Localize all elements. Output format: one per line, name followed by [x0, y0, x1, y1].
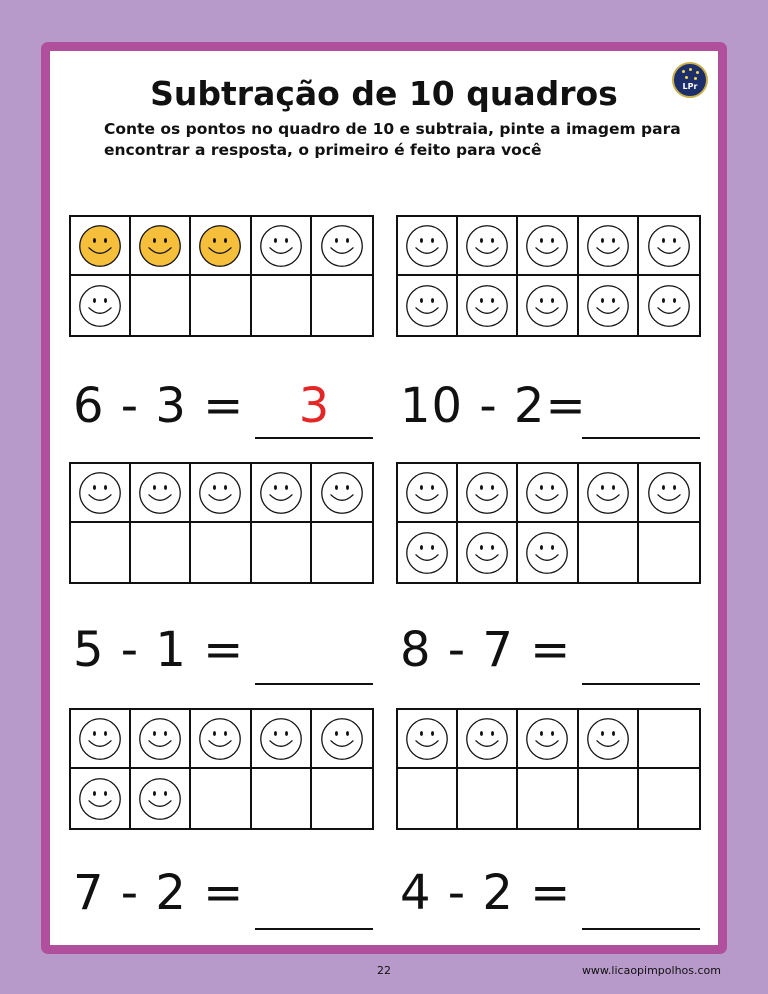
frame-cell	[252, 710, 312, 769]
frame-cell	[252, 217, 312, 276]
frame-cell	[639, 464, 699, 523]
smiley-face-icon[interactable]	[258, 716, 304, 762]
frame-cell	[252, 523, 312, 582]
smiley-face-icon[interactable]	[319, 223, 365, 269]
answer-text: 3	[298, 378, 330, 434]
smiley-face-icon[interactable]	[646, 470, 692, 516]
smiley-face-icon[interactable]	[585, 223, 631, 269]
frame-cell	[312, 464, 372, 523]
frame-cell	[191, 523, 251, 582]
answer-line[interactable]	[582, 928, 700, 930]
frame-cell	[71, 217, 131, 276]
frame-cell	[398, 276, 458, 335]
frame-cell	[131, 523, 191, 582]
frame-cell	[579, 523, 639, 582]
smiley-face-icon[interactable]	[197, 470, 243, 516]
smiley-face-icon[interactable]	[137, 223, 183, 269]
smiley-face-icon[interactable]	[77, 283, 123, 329]
frame-cell	[639, 769, 699, 828]
smiley-face-icon[interactable]	[464, 470, 510, 516]
answer-line[interactable]	[255, 928, 373, 930]
answer-line[interactable]	[255, 437, 373, 439]
frame-cell	[312, 769, 372, 828]
frame-cell	[639, 276, 699, 335]
equation: 5 - 1 =	[73, 622, 245, 678]
equation: 10 - 2=	[400, 378, 587, 434]
smiley-face-icon[interactable]	[524, 716, 570, 762]
frame-cell	[458, 464, 518, 523]
smiley-face-icon[interactable]	[585, 283, 631, 329]
smiley-face-icon[interactable]	[524, 470, 570, 516]
answer-line[interactable]	[582, 437, 700, 439]
smiley-face-icon[interactable]	[464, 223, 510, 269]
smiley-face-icon[interactable]	[137, 470, 183, 516]
smiley-face-icon[interactable]	[137, 776, 183, 822]
frame-cell	[518, 523, 578, 582]
logo-text: LPr	[682, 82, 698, 91]
ten-frame	[396, 462, 701, 584]
ten-frame	[396, 708, 701, 830]
frame-cell	[458, 769, 518, 828]
smiley-face-icon[interactable]	[404, 716, 450, 762]
smiley-face-icon[interactable]	[464, 283, 510, 329]
frame-cell	[579, 710, 639, 769]
frame-cell	[71, 276, 131, 335]
frame-cell	[518, 217, 578, 276]
frame-cell	[131, 710, 191, 769]
frame-cell	[191, 769, 251, 828]
answer-line[interactable]	[255, 683, 373, 685]
frame-cell	[458, 523, 518, 582]
smiley-face-icon[interactable]	[464, 530, 510, 576]
answer-line[interactable]	[582, 683, 700, 685]
smiley-face-icon[interactable]	[646, 283, 692, 329]
equation: 8 - 7 =	[400, 622, 572, 678]
page-number: 22	[377, 964, 391, 977]
frame-cell	[71, 710, 131, 769]
frame-cell	[398, 769, 458, 828]
instructions: Conte os pontos no quadro de 10 e subtraia, pinte a imagem para encontrar a resposta, o primeiro é feito para você	[104, 120, 681, 159]
frame-cell	[312, 523, 372, 582]
frame-cell	[131, 276, 191, 335]
frame-cell	[639, 523, 699, 582]
frame-cell	[398, 464, 458, 523]
frame-cell	[579, 464, 639, 523]
frame-cell	[131, 464, 191, 523]
frame-cell	[518, 276, 578, 335]
frame-cell	[398, 217, 458, 276]
smiley-face-icon[interactable]	[77, 470, 123, 516]
frame-cell	[458, 217, 518, 276]
equation: 4 - 2 =	[400, 865, 572, 921]
smiley-face-icon[interactable]	[524, 283, 570, 329]
school-badge-icon	[672, 62, 708, 98]
frame-cell	[398, 710, 458, 769]
frame-cell	[398, 523, 458, 582]
smiley-face-icon[interactable]	[77, 716, 123, 762]
ten-frame	[69, 708, 374, 830]
frame-cell	[252, 464, 312, 523]
smiley-face-icon[interactable]	[524, 530, 570, 576]
page-title: Subtração de 10 quadros	[150, 74, 618, 113]
frame-cell	[518, 464, 578, 523]
ten-frame	[396, 215, 701, 337]
smiley-face-icon[interactable]	[319, 470, 365, 516]
smiley-face-icon[interactable]	[258, 470, 304, 516]
frame-cell	[579, 276, 639, 335]
equation: 6 - 3 =	[73, 378, 245, 434]
frame-cell	[579, 769, 639, 828]
smiley-face-icon[interactable]	[77, 223, 123, 269]
smiley-face-icon[interactable]	[197, 223, 243, 269]
smiley-face-icon[interactable]	[77, 776, 123, 822]
frame-cell	[252, 276, 312, 335]
frame-cell	[191, 710, 251, 769]
smiley-face-icon[interactable]	[319, 716, 365, 762]
frame-cell	[458, 276, 518, 335]
frame-cell	[131, 769, 191, 828]
frame-cell	[518, 710, 578, 769]
equation: 7 - 2 =	[73, 865, 245, 921]
smiley-face-icon[interactable]	[258, 223, 304, 269]
frame-cell	[191, 217, 251, 276]
smiley-face-icon[interactable]	[585, 716, 631, 762]
smiley-face-icon[interactable]	[197, 716, 243, 762]
frame-cell	[312, 217, 372, 276]
frame-cell	[312, 710, 372, 769]
frame-cell	[252, 769, 312, 828]
frame-cell	[71, 523, 131, 582]
frame-cell	[639, 710, 699, 769]
frame-cell	[579, 217, 639, 276]
smiley-face-icon[interactable]	[404, 283, 450, 329]
website-link[interactable]: www.licaopimpolhos.com	[581, 964, 721, 977]
smiley-face-icon[interactable]	[137, 716, 183, 762]
smiley-face-icon[interactable]	[404, 530, 450, 576]
smiley-face-icon[interactable]	[585, 470, 631, 516]
ten-frame	[69, 215, 374, 337]
smiley-face-icon[interactable]	[646, 223, 692, 269]
frame-cell	[639, 217, 699, 276]
frame-cell	[71, 769, 131, 828]
smiley-face-icon[interactable]	[404, 470, 450, 516]
frame-cell	[458, 710, 518, 769]
frame-cell	[191, 276, 251, 335]
frame-cell	[191, 464, 251, 523]
smiley-face-icon[interactable]	[404, 223, 450, 269]
ten-frame	[69, 462, 374, 584]
smiley-face-icon[interactable]	[464, 716, 510, 762]
frame-cell	[131, 217, 191, 276]
smiley-face-icon[interactable]	[524, 223, 570, 269]
frame-cell	[312, 276, 372, 335]
frame-cell	[518, 769, 578, 828]
frame-cell	[71, 464, 131, 523]
